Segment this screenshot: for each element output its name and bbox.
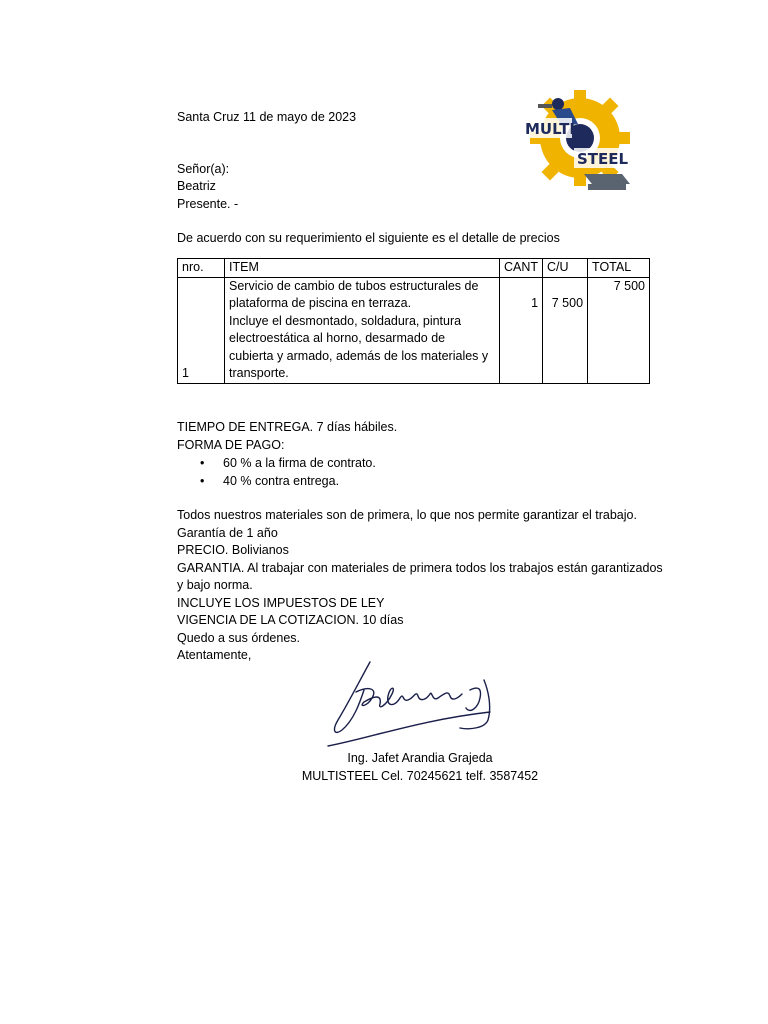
item-line: Servicio de cambio de tubos estructurales de	[229, 278, 479, 293]
validity-text: VIGENCIA DE LA COTIZACION. 10 días	[177, 613, 404, 627]
warranty-text: Garantía de 1 año	[177, 526, 278, 540]
item-line: electroestática al horno, desarmado de	[229, 331, 446, 345]
cant-value: 1	[531, 296, 539, 310]
multisteel-logo	[522, 86, 632, 196]
materials-text: Todos nuestros materiales son de primera, lo que nos permite garantizar el trabajo.	[177, 508, 637, 522]
table-header-row	[178, 259, 650, 278]
regards-line-1: Quedo a sus órdenes.	[177, 631, 300, 645]
list-item: • 40 % contra entrega.	[200, 473, 376, 491]
list-item: • 60 % a la firma de contrato.	[200, 455, 376, 473]
guarantee-line-1: GARANTIA. Al trabajar con materiales de primera todos los trabajos están garantizados	[177, 561, 663, 575]
cell-cant	[500, 277, 543, 383]
cell-cu	[543, 277, 588, 383]
signer-contact: MULTISTEEL Cel. 70245621 telf. 3587452	[301, 769, 539, 783]
payment-title: FORMA DE PAGO:	[177, 438, 285, 452]
header-total: TOTAL	[588, 259, 650, 278]
item-line: Incluye el desmontado, soldadura, pintura	[229, 313, 462, 328]
recipient-name: Beatriz	[177, 179, 216, 193]
presente-line: Presente. -	[177, 197, 239, 211]
price-text: PRECIO. Bolivianos	[177, 543, 289, 557]
table-row	[178, 277, 650, 383]
item-line: plataforma de piscina en terraza.	[229, 296, 412, 310]
logo-top-word: MULTI	[525, 120, 575, 138]
handwritten-signature	[320, 650, 520, 750]
bullet-icon: •	[200, 456, 205, 470]
header-nro: nro.	[178, 259, 225, 278]
intro-text: De acuerdo con su requerimiento el siguiente es el detalle de precios	[177, 231, 560, 245]
header-cu: C/U	[543, 259, 588, 278]
cu-value: 7 500	[551, 296, 584, 310]
cell-nro: 1	[178, 277, 225, 383]
bullet-icon: •	[200, 473, 205, 488]
price-table	[177, 258, 650, 384]
logo-bottom-word: STEEL	[577, 150, 629, 168]
regards-line-2: Atentamente,	[177, 648, 252, 662]
header-item: ITEM	[225, 259, 500, 278]
taxes-text: INCLUYE LOS IMPUESTOS DE LEY	[177, 596, 385, 610]
cell-total: 7 500	[588, 277, 650, 383]
salutation: Señor(a):	[177, 162, 230, 176]
item-line: cubierta y armado, además de los materiales y	[229, 348, 489, 363]
signer-name: Ing. Jafet Arandia Grajeda	[347, 751, 493, 765]
payment-list	[200, 455, 376, 490]
item-line: transporte.	[229, 366, 289, 380]
delivery-time: TIEMPO DE ENTREGA. 7 días hábiles.	[177, 420, 398, 434]
cell-item	[225, 277, 500, 383]
steel-beams-icon	[584, 174, 630, 190]
header-cant: CANT	[500, 259, 543, 278]
date-line: Santa Cruz 11 de mayo de 2023	[177, 110, 357, 124]
guarantee-line-2: y bajo norma.	[177, 578, 253, 592]
